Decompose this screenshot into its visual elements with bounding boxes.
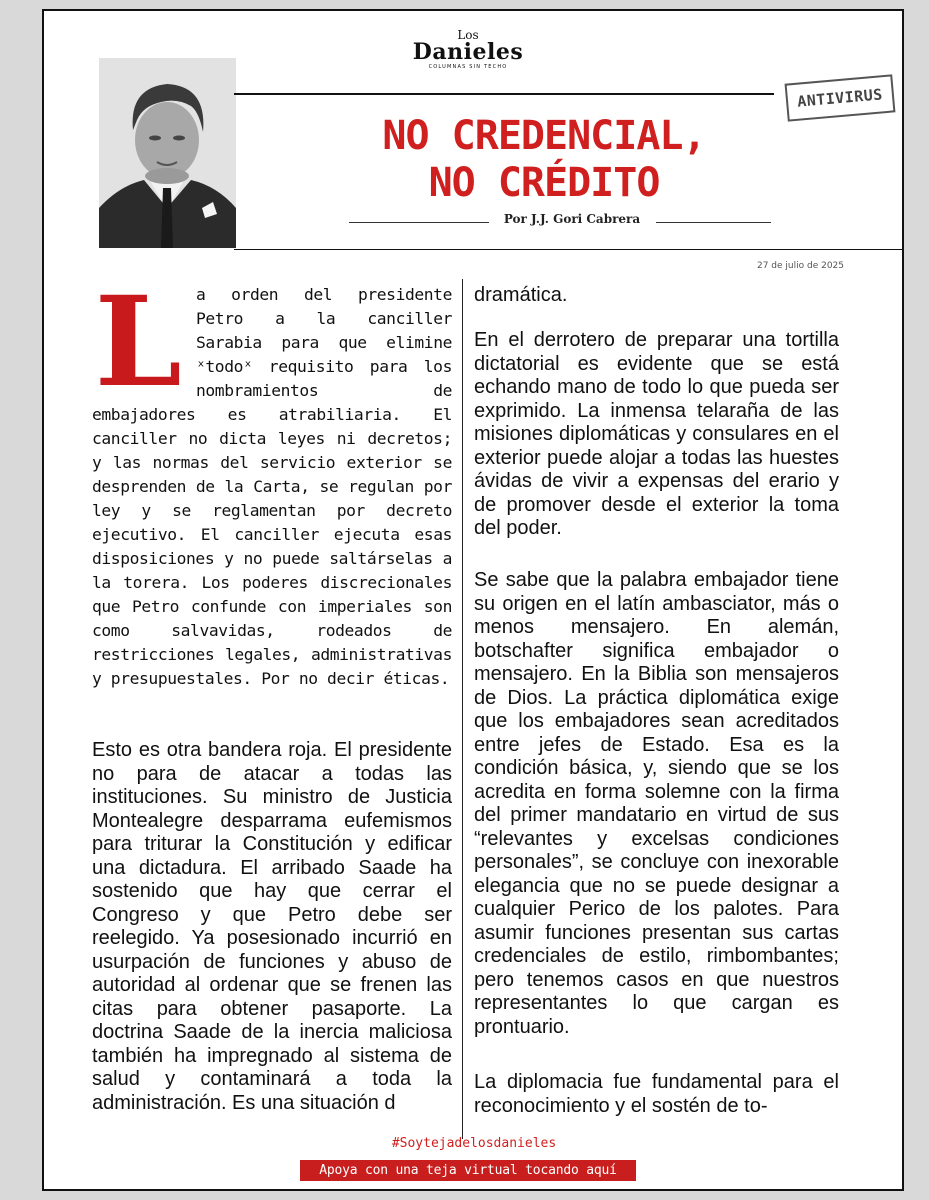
article-title-line1: NO CREDENCIAL, (382, 113, 706, 159)
support-cta-button[interactable]: Apoya con una teja virtual tocando aquí (300, 1160, 636, 1181)
byline: Por J.J. Gori Cabrera (503, 212, 641, 226)
paragraph-4: Se sabe que la palabra embajador tiene su origen en el latín ambasciator, más o menos mensajero. En alemán, botschafter significa embajador o mensajero. En la Biblia son mensajeros de Dios. La práctica diplomática exige que los embajadores sean acreditados entre jefes de Estado. Esa es la condición básica, y, siendo que se los acredita en forma solemne con la firma del primer mandatario en virtud de sus “relevantes y excelsas condiciones personales”, se concluye con inexorable elegancia que no se puede designar a cualquier Perico de los palotes. Para asumir funciones presentan sus cartas credenciales de estilo, rimbombantes; pero tenemos casos en que nuestros representantes lo que cargan es prontuario. (474, 569, 839, 1038)
brand-name: Danieles (412, 39, 524, 65)
author-photo (99, 58, 236, 248)
brand-los: Los (457, 28, 479, 42)
byline-rule-right (656, 222, 771, 223)
article-title (234, 113, 854, 207)
header-top-rule (234, 93, 774, 95)
section-stamp: ANTIVIRUS (785, 74, 896, 121)
brand-logo[interactable] (408, 29, 528, 70)
paragraph-3: En el derrotero de preparar una tortilla dictatorial es evidente que se está echando mano de todo lo que pueda ser exprimido. La inmensa telaraña de las misiones diplomáticas y consulares en el exterior puede alojar a todas las huestes ávidas de vivir a expensas del erario y de promover desde el exterior la toma del poder. (474, 329, 839, 539)
article-page (42, 9, 904, 1191)
lead-paragraph: a orden del presidente Petro a la canciller Sarabia para que elimine ˣtodoˣ requisito para los nombramientos de embajadores es atrabiliaria. El canciller no dicta leyes ni decretos; y las normas del servicio exterior se desprenden de la Carta, se regulan por ley y se reglamentan por decreto ejecutivo. El canciller ejecuta esas disposiciones y no puede saltárselas a la torera. Los poderes discrecionales que Petro confunde con imperiales son como salvavidas, rodeados de restricciones legales, administrativas y presupuestales. Por no decir éticas. (92, 285, 452, 688)
author-portrait-illustration (99, 58, 236, 248)
drop-cap-letter: L (94, 270, 182, 415)
article-column-left-lead (92, 270, 452, 691)
brand-tagline: COLUMNAS SIN TECHO (428, 64, 508, 70)
article-title-line2: NO CRÉDITO (428, 160, 660, 206)
header-bottom-rule (234, 249, 903, 250)
paragraph-5: La diplomacia fue fundamental para el reconocimiento y el sostén de to- (474, 1071, 839, 1117)
drop-cap (92, 270, 184, 415)
publish-date: 27 de julio de 2025 (756, 261, 844, 271)
paragraph-continued: dramática. (474, 284, 568, 306)
hashtag-link[interactable]: #Soytejadelosdanieles (391, 1136, 557, 1151)
column-divider (462, 279, 463, 1139)
byline-rule-left (349, 222, 489, 223)
paragraph-2: Esto es otra bandera roja. El presidente no para de atacar a todas las instituciones. Su ministro de Justicia Montealegre desparrama eufemismos para triturar la Constitución y edificar una dictadura. El arribado Saade ha sostenido que hay que cerrar el Congreso y que Petro debe ser reelegido. Ya posesionado incurrió en usurpación de funciones y abuso de autoridad al ordenar que se frenen las citas para obtener pasaporte. La doctrina Saade de la inercia maliciosa también ha impregnado al sistema de salud y contaminará a toda la administración. Es una situación d (92, 739, 452, 1114)
